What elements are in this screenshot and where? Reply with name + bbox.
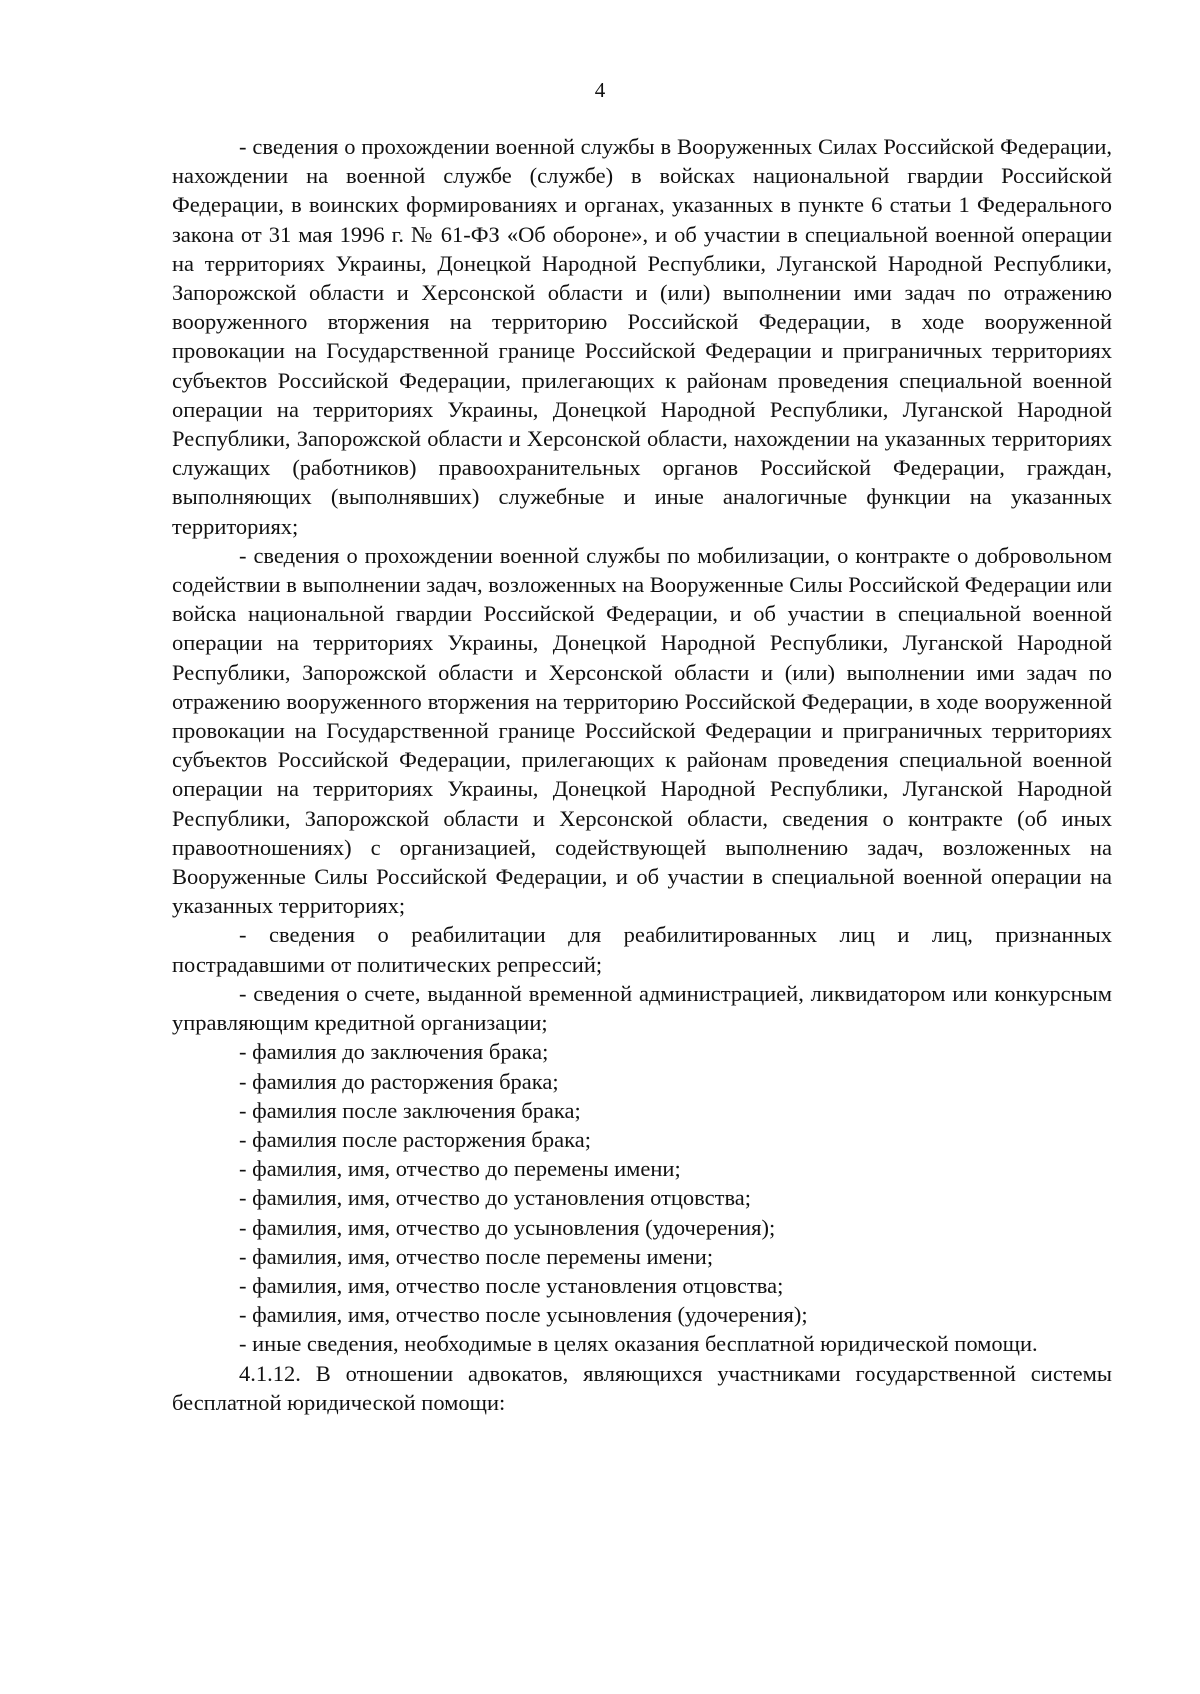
list-item: - фамилия, имя, отчество после усыновления (удочерения);	[239, 1302, 808, 1328]
page-number: 4	[594, 78, 606, 102]
document-body	[172, 132, 1112, 1417]
paragraph-mobilization-service: - сведения о прохождении военной службы по мобилизации, о контракте о добровольном содействии в выполнении задач, возложенных на Вооруженные Силы Российской Федерации или войска национальной гвардии Российской Федерации, и об участии в специальной военной операции на территориях Украины, Донецкой Народной Республики, Луганской Народной Республики, Запорожской области и Херсонской области и (или) выполнении ими задач по отражению вооруженного вторжения на территорию Российской Федерации, в ходе вооруженной провокации на Государственной границе Российской Федерации и приграничных территориях субъектов Российской Федерации, прилегающих к районам проведения специальной военной операции на территориях Украины, Донецкой Народной Республики, Луганской Народной Республики, Запорожской области и Херсонской области, сведения о контракте (об иных правоотношениях) с организацией, содействующей выполнению задач, возложенных на Вооруженные Силы Российской Федерации, и об участии в специальной военной операции на указанных территориях;	[172, 542, 1112, 919]
paragraph-bank-account: - сведения о счете, выданной временной администрацией, ликвидатором или конкурсным управляющим кредитной организации;	[172, 980, 1112, 1036]
list-item: - фамилия, имя, отчество до установления отцовства;	[239, 1185, 752, 1211]
paragraph-section-4-1-12: 4.1.12. В отношении адвокатов, являющихся участниками государственной системы бесплатной юридической помощи:	[172, 1360, 1112, 1415]
list-item: - фамилия, имя, отчество до перемены имени;	[239, 1156, 681, 1182]
list-item: - фамилия после расторжения брака;	[239, 1126, 591, 1152]
list-item: - фамилия, имя, отчество после перемены имени;	[239, 1243, 714, 1269]
list-item: - фамилия до расторжения брака;	[239, 1068, 559, 1094]
list-item: - фамилия до заключения брака;	[239, 1039, 549, 1065]
list-item: - фамилия, имя, отчество до усыновления (удочерения);	[239, 1214, 776, 1240]
paragraph-other-info: - иные сведения, необходимые в целях оказания бесплатной юридической помощи.	[239, 1331, 1038, 1357]
list-item: - фамилия после заключения брака;	[239, 1097, 581, 1123]
paragraph-military-service: - сведения о прохождении военной службы в Вооруженных Силах Российской Федерации, нахождении на военной службе (службе) в войсках национальной гвардии Российской Федерации, в воинских формированиях и органах, указанных в пункте 6 статьи 1 Федерального закона от 31 мая 1996 г. № 61-ФЗ «Об обороне», и об участии в специальной военной операции на территориях Украины, Донецкой Народной Республики, Луганской Народной Республики, Запорожской области и Херсонской области и (или) выполнении ими задач по отражению вооруженного вторжения на территорию Российской Федерации, в ходе вооруженной провокации на Государственной границе Российской Федерации и приграничных территориях субъектов Российской Федерации, прилегающих к районам проведения специальной военной операции на территориях Украины, Донецкой Народной Республики, Луганской Народной Республики, Запорожской области и Херсонской области, нахождении на указанных территориях служащих (работников) правоохранительных органов Российской Федерации, граждан, выполняющих (выполнявших) служебные и иные аналогичные функции на указанных территориях;	[172, 134, 1112, 539]
list-item: - фамилия, имя, отчество после установления отцовства;	[239, 1272, 784, 1298]
paragraph-rehabilitation: - сведения о реабилитации для реабилитированных лиц и лиц, признанных пострадавшими от политических репрессий;	[172, 922, 1112, 977]
